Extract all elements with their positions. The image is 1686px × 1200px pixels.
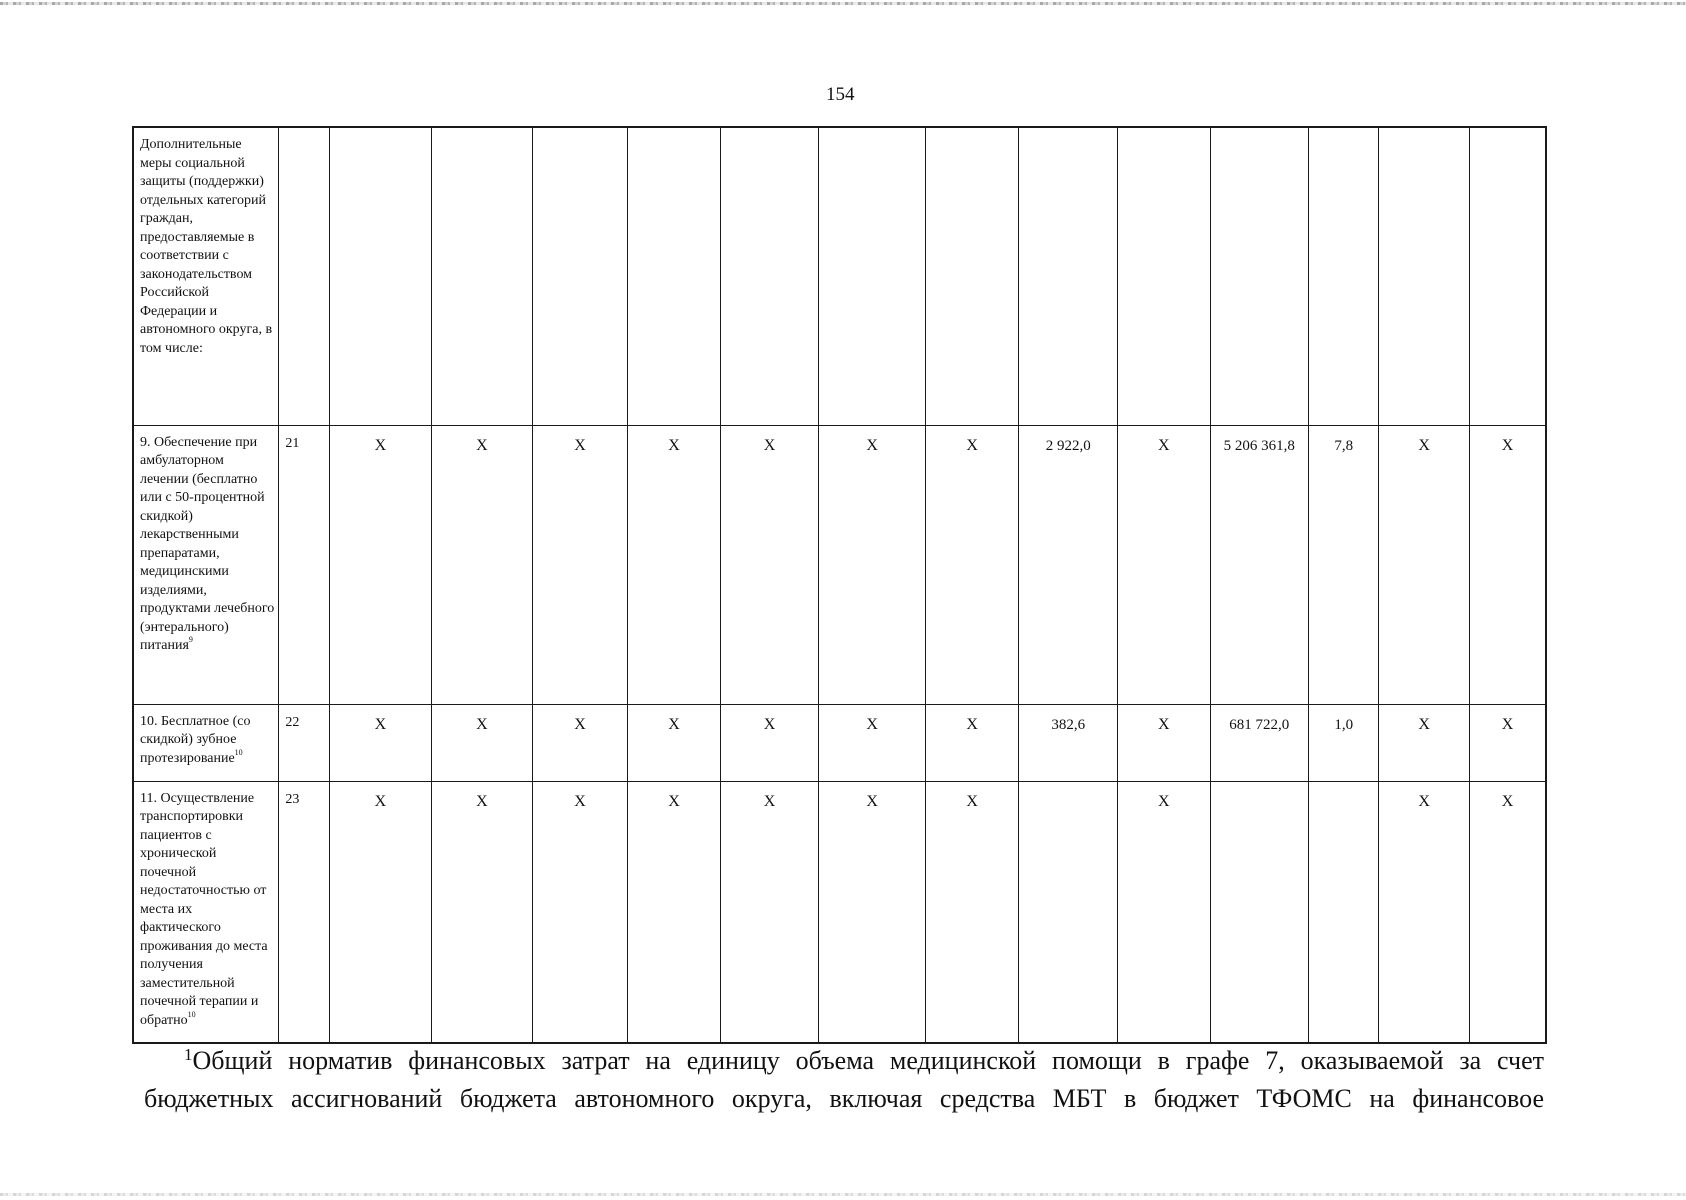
table-cell: Х	[1117, 425, 1210, 704]
table-row-dental-prosthetics	[133, 704, 1546, 781]
table-cell	[329, 127, 432, 425]
table-cell: Х	[329, 425, 432, 704]
table-cell	[1469, 127, 1546, 425]
table-cell: Х	[1469, 704, 1546, 781]
table-cell: Х	[819, 425, 926, 704]
footnote-mark: 1	[184, 1045, 193, 1064]
table-cell: 2 922,0	[1019, 425, 1118, 704]
table-cell: Х	[925, 704, 1019, 781]
footnote-line-2: бюджетных ассигнований бюджета автономного округа, включая средства МБТ в бюджет ТФОМС на финансовое	[144, 1084, 1544, 1113]
table-cell: Х	[1117, 704, 1210, 781]
table-cell: 5 206 361,8	[1210, 425, 1309, 704]
table-cell: Х	[329, 781, 432, 1043]
table-cell: 681 722,0	[1210, 704, 1309, 781]
table-cell	[532, 127, 628, 425]
table-cell	[1019, 127, 1118, 425]
scan-edge-top	[0, 2, 1686, 5]
table-cell	[1379, 127, 1470, 425]
footnote	[144, 1043, 1544, 1116]
table-cell	[720, 127, 819, 425]
table-cell	[1309, 781, 1379, 1043]
row-label: 10. Бесплатное (со скидкой) зубное протезирование$^{10}$	[133, 704, 279, 781]
row-label: 11. Осуществление транспортировки пациентов с хронической почечной недостаточностью от места их фактического проживания до места получения заместительной почечной терапии и обратно$^{10}$	[133, 781, 279, 1043]
table-cell: Х	[819, 781, 926, 1043]
table-cell: Х	[532, 425, 628, 704]
table-cell: Х	[1379, 781, 1470, 1043]
table-cell	[432, 127, 533, 425]
footnote-line-1	[144, 1043, 1544, 1081]
table-cell: Х	[720, 704, 819, 781]
table-row-medication-provision	[133, 425, 1546, 704]
row-label: Дополнительные меры социальной защиты (поддержки) отдельных категорий граждан, предоставляемые в соответствии с законодательством Российской Федерации и автономного округа, в том числе:	[133, 127, 279, 425]
table-cell	[628, 127, 721, 425]
table-cell: Х	[720, 425, 819, 704]
table-cell: 1,0	[1309, 704, 1379, 781]
table-cell: Х	[1469, 781, 1546, 1043]
table-cell	[819, 127, 926, 425]
page-number: 154	[826, 84, 855, 105]
footnote-ref: 10	[234, 747, 243, 757]
table-cell: Х	[532, 704, 628, 781]
scan-edge-bottom	[0, 1193, 1686, 1196]
line-number-cell: 22	[279, 704, 329, 781]
line-number-cell: 23	[279, 781, 329, 1043]
table-cell: Х	[628, 781, 721, 1043]
footnote-ref: 10	[187, 1009, 196, 1019]
table-cell	[1019, 781, 1118, 1043]
table-cell: Х	[1379, 425, 1470, 704]
table-cell: Х	[925, 425, 1019, 704]
table-cell	[1210, 127, 1309, 425]
data-table	[132, 126, 1547, 1044]
table-cell: 7,8	[1309, 425, 1379, 704]
table-cell: Х	[432, 781, 533, 1043]
table-cell: Х	[432, 425, 533, 704]
table-row-social-support	[133, 127, 1546, 425]
table-cell: Х	[925, 781, 1019, 1043]
table-cell: Х	[628, 425, 721, 704]
line-number-cell	[279, 127, 329, 425]
table-cell	[1210, 781, 1309, 1043]
table-cell	[1117, 127, 1210, 425]
table-cell: Х	[1379, 704, 1470, 781]
row-label: 9. Обеспечение при амбулаторном лечении (бесплатно или с 50-процентной скидкой) лекарственными препаратами, медицинскими изделиями, продуктами лечебного (энтерального) питания$^9$	[133, 425, 279, 704]
footnote-ref: 9	[188, 635, 193, 645]
table-cell: Х	[628, 704, 721, 781]
table-cell	[925, 127, 1019, 425]
table-cell: Х	[819, 704, 926, 781]
table-cell: Х	[1117, 781, 1210, 1043]
line-number-cell: 21	[279, 425, 329, 704]
footnote-text-1: Общий норматив финансовых затрат на единицу объема медицинской помощи в графе 7, оказываемой за счет	[192, 1046, 1544, 1075]
table-cell: Х	[1469, 425, 1546, 704]
table-cell	[1309, 127, 1379, 425]
table-cell: Х	[720, 781, 819, 1043]
table-cell: Х	[432, 704, 533, 781]
table-cell: 382,6	[1019, 704, 1118, 781]
table-cell: Х	[329, 704, 432, 781]
table-cell: Х	[532, 781, 628, 1043]
table-row-patient-transportation	[133, 781, 1546, 1043]
